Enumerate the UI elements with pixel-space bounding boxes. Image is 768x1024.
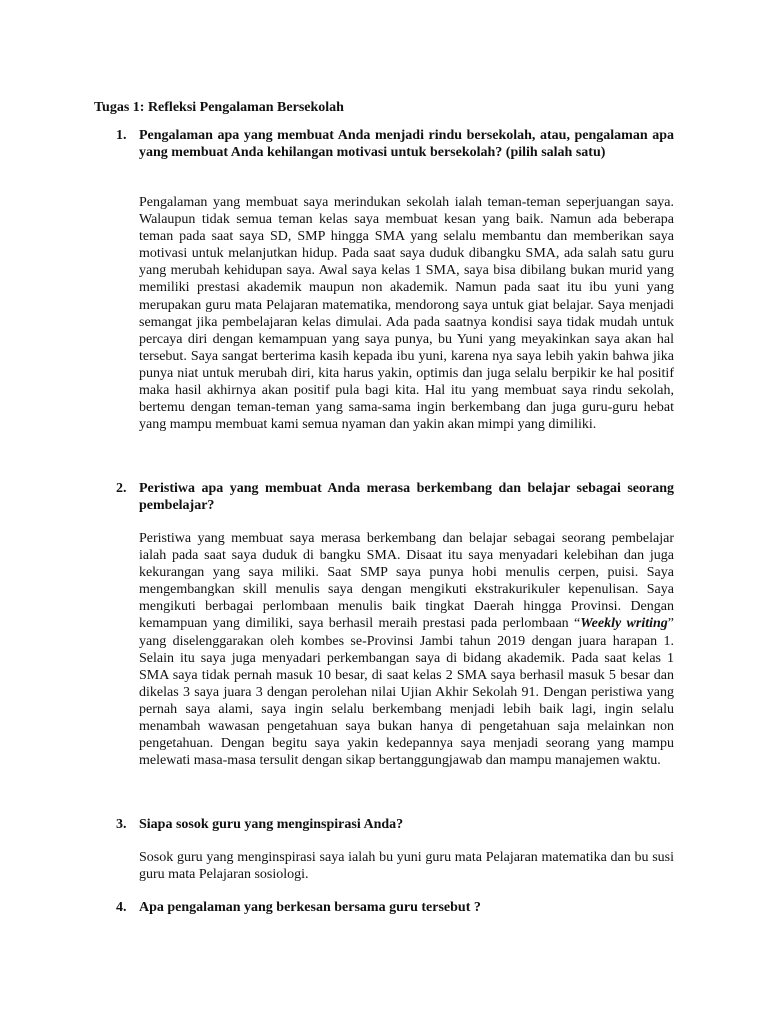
question-1-number: 1.	[116, 128, 127, 143]
question-4-number: 4.	[116, 900, 127, 915]
answer-2-emphasis: Weekly writing	[580, 616, 668, 632]
question-3-text: Siapa sosok guru yang menginspirasi Anda?	[139, 817, 404, 832]
answer-2-part-1: Peristiwa yang membuat saya merasa berkembang dan belajar sebagai seorang pembelajar ialah pada saat saya duduk di bangku SMA. Disaat itu saya menyadari kelebihan dan juga kekurangan yang saya miliki. Saat SMP saya punya hobi menulis cerpen, puisi. Saya mengembangkan skill menulis saya dengan mengikuti ekstrakurikuler kepenulisan. Saya mengikuti berbagai perlombaan menulis baik tingkat Daerah hingga Provinsi. Dengan kemampuan yang dimiliki, saya berhasil meraih prestasi pada perlombaan “	[139, 531, 674, 632]
question-2-text: Peristiwa apa yang membuat Anda merasa berkembang dan belajar sebagai seorang pembelajar?	[139, 481, 674, 513]
answer-2-text	[139, 530, 674, 769]
answer-1-text: Pengalaman yang membuat saya merindukan sekolah ialah teman-teman seperjuangan saya. Walaupun tidak semua teman kelas saya membuat kesan yang baik. Namun ada beberapa teman pada saat saya SD, SMP hingga SMA yang selalu membantu dan memberikan saya motivasi untuk melanjutkan hidup. Pada saat saya duduk dibangku SMA, ada salah satu guru yang merubah kehidupan saya. Awal saya kelas 1 SMA, saya bisa dibilang bukan murid yang memiliki prestasi akademik maupun non akademik. Namun pada saat itu ibu yuni yang merupakan guru mata Pelajaran matematika, mendorong saya untuk giat belajar. Saya menjadi semangat jika pembelajaran kelas dimulai. Ada pada saatnya kondisi saya tidak mudah untuk percaya diri dengan kemampuan yang saya punya, bu Yuni yang meyakinkan saya akan hal tersebut. Saya sangat berterima kasih kepada ibu yuni, karena nya saya lebih yakin bahwa jika punya niat untuk merubah diri, kita harus yakin, optimis dan juga selalu berpikir ke hal positif maka hasil akhirnya akan positif pula bagi kita. Hal itu yang membuat saya rindu sekolah, bertemu dengan teman-teman yang sama-sama ingin berkembang dan juga guru-guru hebat yang mampu membuat kami semua nyaman dan yakin akan mimpi yang dimiliki.	[139, 195, 674, 433]
document-title: Tugas 1: Refleksi Pengalaman Bersekolah	[94, 100, 344, 115]
question-1-text: Pengalaman apa yang membuat Anda menjadi rindu bersekolah, atau, pengalaman apa yang membuat Anda kehilangan motivasi untuk bersekolah? (pilih salah satu)	[139, 128, 674, 160]
answer-2-part-2: ” yang diselenggarakan oleh kombes se-Provinsi Jambi tahun 2019 dengan juara harapan 1. Selain itu saya juga menyadari perkembangan saya di bidang akademik. Pada saat kelas 1 SMA saya tidak pernah masuk 10 besar, di saat kelas 2 SMA saya berhasil masuk 5 besar dan dikelas 3 saya juara 3 dengan perolehan nilai Ujian Akhir Sekolah 91. Dengan peristiwa yang pernah saya alami, saya ingin selalu berkembang menjadi lebih baik lagi, ingin selalu menambah wawasan pengetahuan saya bukan hanya di pengetahuan saja melainkan non pengetahuan. Dengan begitu saya yakin kedepannya saya menjadi seorang yang mampu melewati masa-masa tersulit dengan sikap bertanggungjawab dan mampu manajemen waktu.	[139, 616, 674, 769]
question-4-text: Apa pengalaman yang berkesan bersama guru tersebut ?	[139, 900, 481, 915]
answer-3-text: Sosok guru yang menginspirasi saya ialah bu yuni guru mata Pelajaran matematika dan bu susi guru mata Pelajaran sosiologi.	[139, 850, 674, 883]
question-2-number: 2.	[116, 481, 127, 496]
question-3-number: 3.	[116, 817, 127, 832]
